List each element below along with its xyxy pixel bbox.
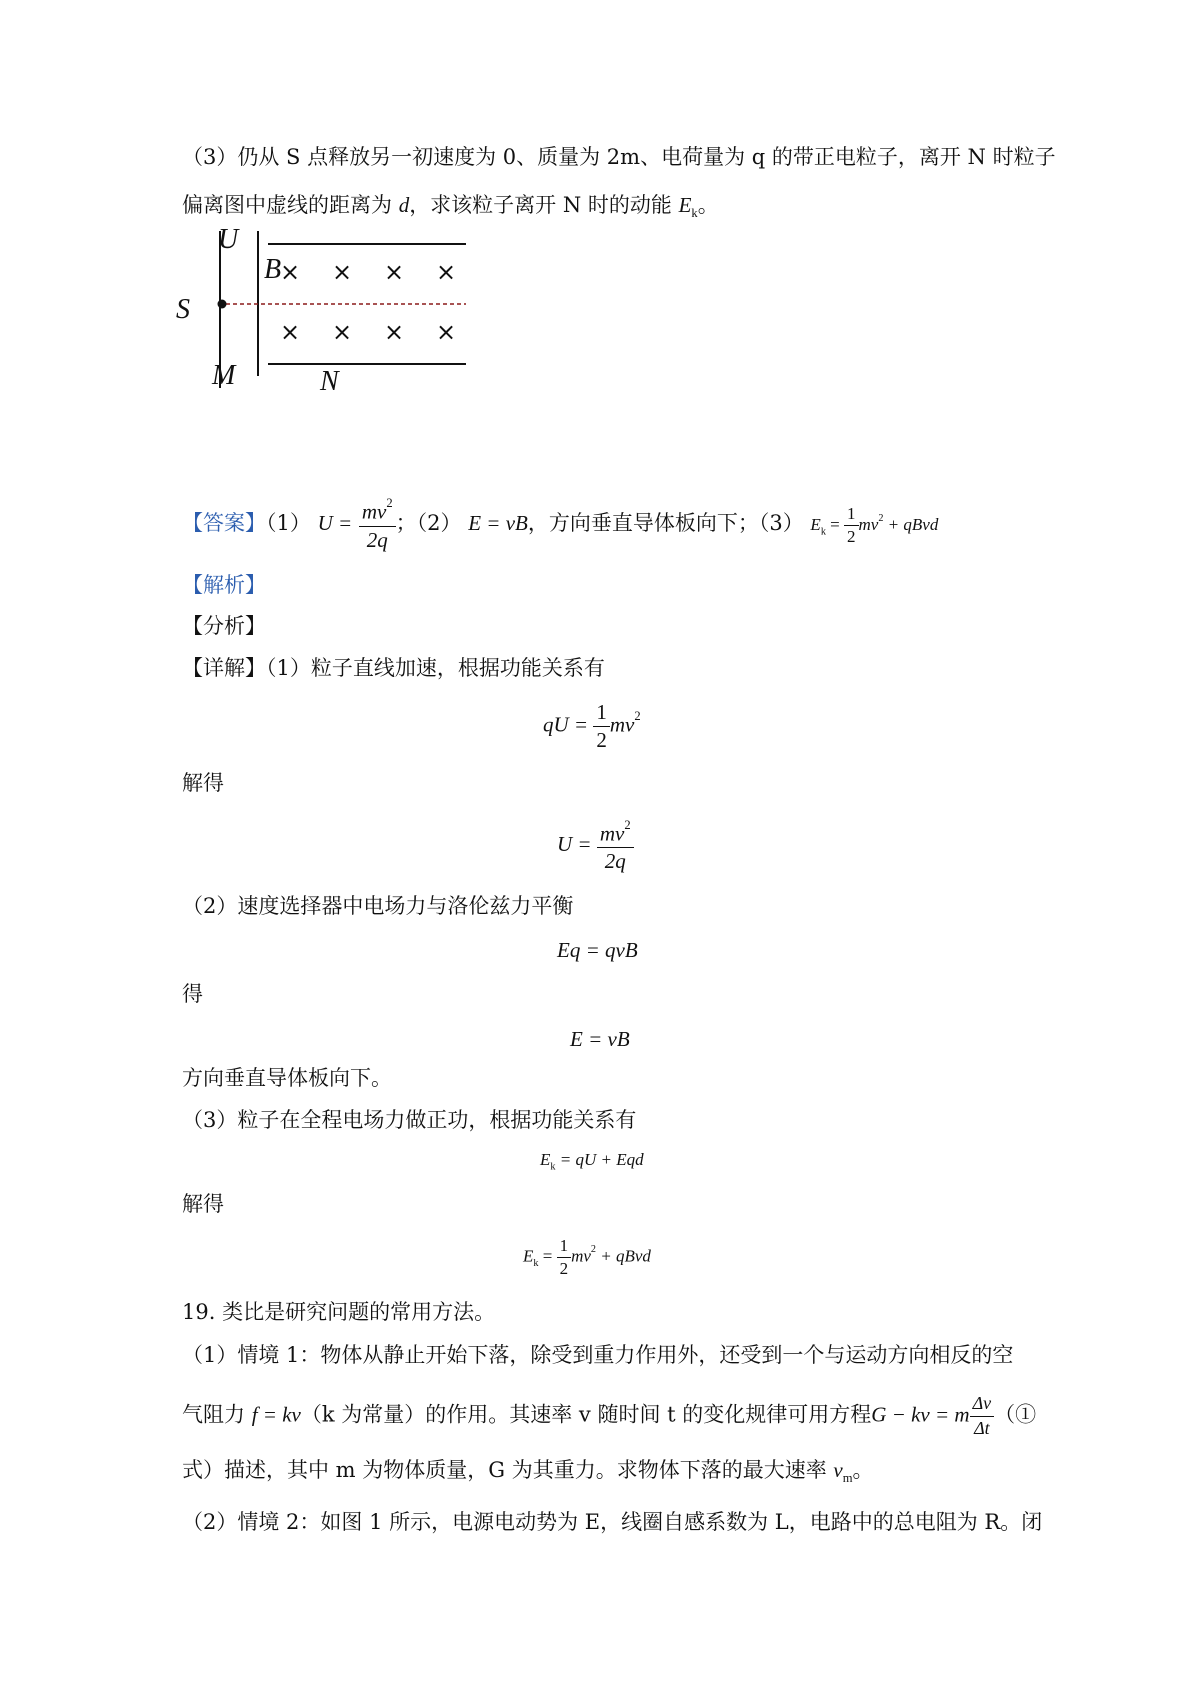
question-3-line2 [182, 193, 719, 221]
q3-var-d: d [398, 193, 410, 217]
answer-part1-fraction: $\frac{mv^2}{2q}$ [359, 496, 396, 553]
q19-line2-c: （① [994, 1402, 1037, 1427]
field-cross: × [280, 258, 301, 286]
q19-equation: G − kv = m [871, 1402, 970, 1427]
q3-text-a: 偏离图中虚线的距离为 [182, 193, 399, 217]
analysis-tag: 【解析】 [182, 573, 266, 597]
detail-line1 [182, 656, 605, 681]
answer-part2-eq: E = vB [468, 510, 528, 535]
q19-formula-f: f = kv [251, 1402, 301, 1427]
equation-1: qU = $\frac{1}{2}$ $mv^2$ [543, 700, 641, 752]
question-19-line1: （1）情境 1：物体从静止开始下落，除受到重力作用外，还受到一个与运动方向相反的空 [182, 1343, 1014, 1367]
equation-5: $E_k$ = qU + Eqd [540, 1150, 644, 1173]
answer-part3-eq: $E_k$ = $\frac{1}{2}$ $mv^2$ + qBvd [810, 504, 939, 547]
answer-tag: 【答案】 [182, 510, 266, 535]
q19-line2-a: 气阻力 [182, 1402, 252, 1427]
velocity-selector-figure [170, 226, 500, 426]
question-19-line4: （2）情境 2：如图 1 所示，电源电动势为 E，线圈自感系数为 L，电路中的总电阻为 R。闭 [182, 1510, 1043, 1534]
field-cross: × [384, 318, 405, 346]
equation-3: Eq = qvB [557, 938, 638, 962]
detail-step3: （3）粒子在全程电场力做正功，根据功能关系有 [182, 1108, 637, 1132]
direction-text: 方向垂直导体板向下。 [182, 1066, 392, 1090]
q3-text-b: ，求该粒子离开 N 时的动能 [409, 193, 679, 217]
equation-4: E = vB [570, 1027, 630, 1051]
jiede-1: 解得 [182, 771, 224, 795]
fenxi-tag: 【分析】 [182, 614, 266, 638]
q19-line3-a: 式）描述，其中 m 为物体质量，G 为其重力。求物体下落的最大速率 [182, 1458, 834, 1482]
jiede-2: 解得 [182, 1192, 224, 1216]
label-N: N [320, 366, 339, 397]
q19-fraction: $\frac{\Delta v}{\Delta t}$ [970, 1393, 995, 1439]
label-B: B [264, 254, 282, 285]
field-cross: × [436, 318, 457, 346]
question-19-line2 [182, 1393, 1036, 1439]
question-19-title: 19. 类比是研究问题的常用方法。 [182, 1300, 496, 1324]
detail-step2: （2）速度选择器中电场力与洛伦兹力平衡 [182, 894, 574, 918]
field-cross: × [436, 258, 457, 286]
question-19-line3 [182, 1458, 874, 1486]
q19-var-v: v [833, 1458, 843, 1482]
field-cross: × [384, 258, 405, 286]
answer-line [182, 496, 938, 553]
field-cross: × [280, 318, 301, 346]
answer-part1-label: （1） [266, 510, 311, 535]
q3-text-end: 。 [697, 193, 719, 217]
label-S: S [176, 294, 190, 325]
q3-var-ek: E [678, 193, 692, 217]
answer-part2-text: ，方向垂直导体板向下；（3） [527, 510, 804, 535]
equation-6: $E_k$ = $\frac{1}{2}$ $mv^2$ + qBvd [523, 1236, 651, 1278]
answer-sep: ；（2） [395, 510, 462, 535]
q19-line3-end: 。 [852, 1458, 874, 1482]
equation-2: U = $\frac{mv^2}{2q}$ [557, 818, 634, 874]
q19-var-v-sub: m [842, 1471, 853, 1486]
detail-tag: 【详解】 [182, 656, 266, 680]
label-U: U [218, 226, 239, 255]
q3-var-ek-sub: k [691, 206, 698, 221]
question-3-line1: （3）仍从 S 点释放另一初速度为 0、质量为 2m、电荷量为 q 的带正电粒子，离开 N 时粒子 [182, 145, 1056, 169]
label-M: M [212, 360, 236, 391]
detail-step1: （1）粒子直线加速，根据功能关系有 [266, 656, 605, 680]
answer-part1-lhs: U = [317, 510, 353, 535]
field-cross: × [332, 258, 353, 286]
de-text: 得 [182, 982, 203, 1006]
q19-line2-b: （k 为常量）的作用。其速率 v 随时间 t 的变化规律可用方程 [300, 1402, 872, 1427]
field-cross: × [332, 318, 353, 346]
